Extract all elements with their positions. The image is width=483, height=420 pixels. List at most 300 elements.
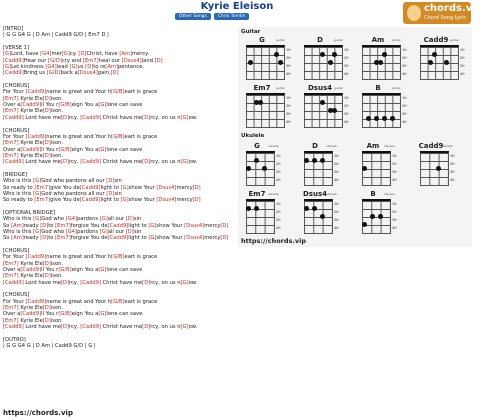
chord-marker[interactable]: [G/B] [111, 298, 125, 305]
fretboard-grid [362, 93, 401, 128]
chord-marker[interactable]: [Cadd9] [107, 222, 129, 229]
fret-label: 3fr [402, 112, 407, 116]
chord-marker[interactable]: [D] [125, 229, 134, 235]
chord-marker[interactable]: [Dsus4] [156, 184, 177, 191]
chord-marker[interactable]: [Dsus4] [184, 235, 205, 242]
instrument-label: guitar [276, 38, 285, 42]
footer-url[interactable]: https://chords.vip [3, 409, 73, 417]
chord-marker[interactable]: [D] [142, 279, 151, 286]
lyric-text: rcy, [69, 114, 81, 121]
chord-marker[interactable]: [D] [60, 114, 70, 121]
chord-marker[interactable]: [Dsus4] [184, 222, 205, 229]
lyrics-block [3, 26, 235, 350]
chord-marker[interactable]: [Em7] [3, 152, 19, 159]
chord-name: G [254, 142, 260, 150]
chord-marker[interactable]: [D] [42, 273, 51, 280]
fret-label: 1fr [334, 154, 339, 158]
chord-marker[interactable]: [Dsus4] [121, 57, 142, 64]
fret-label: 1fr [286, 96, 291, 100]
chord-marker[interactable]: [Cadd9] [79, 197, 101, 204]
lyric-text: Hear our [23, 57, 49, 64]
finger-dot [370, 214, 375, 219]
lyric-text: sin [114, 178, 122, 185]
lyric-text: For Your [3, 298, 26, 305]
chord-marker[interactable]: [G] [99, 216, 108, 223]
lyric-text: ison. [50, 273, 64, 280]
chord-marker[interactable]: [Em7] [3, 108, 19, 115]
lyric-text: rcy, on us n [150, 114, 181, 121]
logo-text: chords.vip [424, 3, 483, 14]
lyric-text: rcy, on us n [150, 324, 181, 331]
finger-dot [428, 60, 433, 65]
finger-dot [246, 206, 251, 211]
fret-numbers [344, 46, 349, 78]
fret-label: 3fr [392, 170, 397, 174]
finger-dot [320, 52, 325, 57]
lyric-text: Who is this [3, 178, 34, 185]
instrument-label: ukulele [384, 192, 395, 196]
lyric-text: pardons [77, 229, 100, 235]
chord-marker[interactable]: [G4] [45, 64, 57, 71]
chord-marker[interactable]: [D] [125, 216, 134, 223]
lyric-text: eign You a [71, 267, 99, 274]
lyric-text: light to [128, 235, 149, 242]
finger-dot [320, 100, 325, 105]
chord-marker[interactable]: [G/B] [111, 89, 125, 96]
tag-other-songs[interactable]: Other Songs [175, 13, 211, 20]
chord-marker[interactable]: [G] [3, 64, 12, 71]
finger-dot [274, 52, 279, 57]
lyric-text: eign You a [71, 311, 99, 318]
chord-marker[interactable]: [Cadd9] [79, 184, 101, 191]
chord-marker[interactable]: [G] [33, 216, 42, 223]
lyric-text: [OUTRO] [3, 336, 26, 343]
chord-marker[interactable]: [Cadd9] [80, 114, 102, 121]
tag-list [175, 13, 249, 20]
chord-marker[interactable]: [Cadd9] [25, 298, 47, 305]
chord-marker[interactable]: [D] [60, 159, 70, 166]
chord-marker[interactable]: [G] [33, 229, 42, 235]
guitar-chord-diagram[interactable] [242, 37, 294, 89]
lyric-text: sin [114, 190, 122, 197]
fret-label: 4fr [286, 120, 291, 124]
lyric-text: Who is this [3, 229, 34, 235]
lyric-text: ll You r [41, 146, 59, 153]
fret-label: 2fr [460, 56, 465, 60]
chord-marker[interactable]: [D] [42, 108, 51, 115]
lyric-text: So [3, 222, 12, 229]
fret-label: 2fr [344, 104, 349, 108]
chord-marker[interactable]: [Cadd9] [20, 146, 42, 153]
fret-label: 3fr [460, 64, 465, 68]
lyric-text: [OPTIONAL BRIDGE] [3, 209, 55, 216]
lyric-text: rcy, [69, 159, 81, 166]
fret-label: 1fr [460, 48, 465, 52]
chord-marker[interactable]: [G/B] [111, 254, 125, 261]
lyric-text: give You de [50, 197, 80, 204]
fret-label: 1fr [402, 96, 407, 100]
chord-marker[interactable]: [Em7] [34, 184, 51, 191]
chord-marker[interactable]: [G] [180, 324, 189, 331]
chord-marker[interactable]: [D] [42, 95, 51, 102]
chord-marker[interactable]: [D] [106, 190, 115, 197]
lyric-text: ison. [50, 140, 64, 147]
lyric-text: to [48, 222, 56, 229]
chord-marker[interactable]: [Em7] [55, 235, 71, 242]
chord-marker[interactable]: [G] [69, 64, 78, 71]
chord-marker[interactable]: [Cadd9] [20, 311, 42, 318]
fret-label: 1fr [392, 154, 397, 158]
chord-marker[interactable]: [Cadd9] [25, 89, 47, 96]
chord-marker[interactable]: [Am] [119, 51, 132, 58]
chord-marker[interactable]: [G/B] [58, 102, 72, 109]
guitar-chord-diagram[interactable] [416, 37, 468, 89]
chord-marker[interactable]: [Em7] [3, 140, 19, 147]
fret-label: 3fr [402, 64, 407, 68]
lyric-text: For Your [3, 254, 26, 261]
lyric-text: Kyrie Ele [18, 273, 43, 280]
chord-name: Dsus4 [308, 84, 332, 92]
lyric-text: eign You a [71, 102, 99, 109]
chord-marker[interactable]: [D] [142, 159, 151, 166]
chord-marker[interactable]: [Am] [105, 64, 118, 71]
chord-marker[interactable]: [D] [42, 140, 51, 147]
chord-marker[interactable]: [D] [42, 305, 51, 312]
fret-numbers [334, 200, 339, 232]
finger-dot [432, 52, 437, 57]
chord-marker[interactable]: [G] [61, 51, 70, 58]
chord-marker[interactable]: [D] [154, 57, 163, 64]
finger-dot [246, 166, 251, 171]
chord-marker[interactable]: [Dsus4] [156, 197, 177, 204]
guitar-section-title: Guitar [241, 29, 261, 35]
fret-label: 1fr [392, 202, 397, 206]
fretboard-grid [420, 151, 449, 186]
chord-marker[interactable]: [G] [120, 197, 129, 204]
lyric-text: Christ have me [101, 279, 143, 286]
chord-marker[interactable]: [Cadd9] [80, 159, 102, 166]
ukulele-chord-diagram[interactable] [416, 143, 468, 195]
finger-dot [378, 60, 383, 65]
lyric-text: [CHORUS] [3, 248, 30, 255]
chord-name: Cadd9 [423, 36, 449, 44]
ukulele-section-title: Ukulele [241, 133, 265, 139]
finger-dot [382, 116, 387, 121]
chord-marker[interactable]: [D] [42, 152, 51, 159]
fret-label: 4fr [344, 120, 349, 124]
chord-marker[interactable]: [Em7] [3, 260, 19, 267]
fretboard-grid [420, 45, 459, 80]
lyric-text: mercy [176, 184, 193, 191]
fret-label: 4fr [286, 72, 291, 76]
fret-label: 2fr [344, 56, 349, 60]
finger-dot [390, 116, 395, 121]
panel-url[interactable]: https://chords.vip [241, 237, 306, 245]
lyric-text: Christ have me [101, 114, 143, 121]
lyric-text: us [77, 64, 86, 71]
lyric-text: God who [41, 229, 66, 235]
chord-marker[interactable]: [Cadd9] [3, 159, 24, 166]
song-title: Kyrie Eleison [200, 1, 274, 12]
lyric-text: Lord have me [23, 324, 61, 331]
chord-name: Am [371, 36, 385, 44]
chord-marker[interactable]: [D] [220, 235, 229, 242]
chord-marker[interactable]: [D] [78, 51, 87, 58]
fretboard-grid [304, 45, 343, 80]
lyric-text: [INTRO] [3, 26, 24, 32]
lyric-text: land. [141, 57, 155, 64]
fret-numbers [460, 46, 465, 78]
fretboard-grid [362, 199, 391, 234]
chord-marker[interactable]: [Cadd9] [25, 254, 47, 261]
finger-dot [304, 158, 309, 163]
lyric-text: forgive You de [70, 235, 108, 242]
chord-marker[interactable]: [Em7] [3, 317, 19, 324]
finger-dot [374, 116, 379, 121]
lyric-text: name is great and Your h [46, 89, 112, 96]
lyric-text: rcy, on us n [150, 159, 181, 166]
chord-marker[interactable]: [D] [85, 64, 94, 71]
lyric-text: cy. [69, 51, 79, 58]
lyric-text: pentance. [117, 64, 144, 71]
fret-label: 3fr [286, 112, 291, 116]
lyric-text: rcy, [69, 279, 81, 286]
chord-marker[interactable]: [Cadd9] [3, 70, 24, 77]
lyric-text: eart is grace [124, 133, 158, 140]
chord-marker[interactable]: [G] [98, 311, 107, 318]
fret-label: 4fr [450, 178, 455, 182]
lyric-text: Over a [3, 311, 21, 318]
lyric-text: [CHORUS] [3, 127, 30, 134]
chord-marker[interactable]: [D] [42, 317, 51, 324]
chord-marker[interactable]: [G/D] [46, 70, 61, 77]
chord-marker[interactable]: [D] [106, 178, 115, 185]
lyric-text: forgive You de [70, 222, 108, 229]
chord-marker[interactable]: [G4] [40, 51, 52, 58]
fret-label: 4fr [460, 72, 465, 76]
chord-marker[interactable]: [Cadd9] [3, 279, 24, 286]
ukulele-chord-diagram[interactable] [242, 191, 294, 243]
chord-marker[interactable]: [Em7] [3, 273, 19, 280]
chord-marker[interactable]: [G/B] [58, 267, 72, 274]
lyric-text: Over a [3, 267, 21, 274]
chord-marker[interactable]: [G] [148, 235, 157, 242]
ukulele-chord-diagram[interactable] [358, 191, 410, 243]
lyric-text: [CHORUS] [3, 83, 30, 90]
fret-label: 1fr [286, 48, 291, 52]
lyric-text: light to [128, 222, 149, 229]
chord-name: D [317, 36, 323, 44]
lyric-text: rcy, [69, 324, 81, 331]
instrument-label: guitar [276, 86, 285, 90]
chord-marker[interactable]: [Em7] [3, 95, 19, 102]
chord-marker[interactable]: [G] [180, 159, 189, 166]
chord-marker[interactable]: [D] [60, 279, 70, 286]
fret-label: 3fr [334, 170, 339, 174]
chord-marker[interactable]: [Am] [11, 235, 24, 242]
lyric-text: So ready to [3, 184, 35, 191]
lyric-text: ison. [50, 260, 64, 267]
lyric-text: ison. [50, 108, 64, 115]
chord-marker[interactable]: [Am] [11, 222, 24, 229]
chord-marker[interactable]: [Em7] [34, 197, 51, 204]
ukulele-chord-diagram[interactable] [242, 143, 294, 195]
chord-marker[interactable]: [G] [99, 229, 108, 235]
ukulele-chord-diagram[interactable] [358, 143, 410, 195]
chord-marker[interactable]: [G] [33, 190, 42, 197]
fret-label: 4fr [344, 72, 349, 76]
fret-label: 3fr [276, 170, 281, 174]
chord-marker[interactable]: [G] [98, 267, 107, 274]
chord-marker[interactable]: [Cadd9] [3, 114, 24, 121]
lyric-text: Kyrie Ele [18, 260, 43, 267]
lyric-text: God who pardons all our [41, 178, 107, 185]
chord-marker[interactable]: [Cadd9] [3, 324, 24, 331]
chord-marker[interactable]: [Em7] [55, 222, 71, 229]
chord-marker[interactable]: [G4] [65, 216, 78, 223]
chord-marker[interactable]: [D] [192, 184, 201, 191]
fret-label: 4fr [276, 226, 281, 230]
guitar-chord-diagram[interactable] [300, 85, 352, 137]
guitar-chord-diagram[interactable] [300, 37, 352, 89]
lyric-text: eart is grace [124, 254, 158, 261]
instrument-label: guitar [334, 38, 343, 42]
chord-name: G [259, 36, 265, 44]
guitar-chord-diagram[interactable] [358, 37, 410, 89]
fret-label: 1fr [344, 96, 349, 100]
lyric-text: light to [100, 197, 121, 204]
chord-marker[interactable]: [G/B] [111, 133, 125, 140]
chord-marker[interactable]: [Cadd9] [20, 267, 42, 274]
chord-marker[interactable]: [D] [220, 222, 229, 229]
chord-marker[interactable]: [D] [40, 222, 49, 229]
instrument-label: guitar [392, 86, 401, 90]
chord-marker[interactable]: [D] [40, 235, 49, 242]
instrument-label: ukulele [268, 144, 279, 148]
lyric-text: show Your [156, 222, 185, 229]
chord-marker[interactable]: [D] [142, 114, 151, 121]
lyric-text: For Your [3, 133, 26, 140]
lyric-line [3, 235, 235, 241]
lyric-text: ready [23, 222, 41, 229]
finger-dot [332, 108, 337, 113]
chord-marker[interactable]: [Cadd9] [20, 102, 42, 109]
chord-marker[interactable]: [G] [98, 102, 107, 109]
chord-marker[interactable]: [Em7] [3, 305, 19, 312]
chord-name: Em7 [248, 190, 266, 198]
lyric-text: all our [107, 216, 126, 223]
guitar-chord-diagram[interactable] [358, 85, 410, 137]
fretboard-grid [246, 45, 285, 80]
chord-marker[interactable]: [G] [180, 279, 189, 286]
fretboard-grid [304, 199, 333, 234]
finger-dot [320, 214, 325, 219]
instrument-label: ukulele [326, 144, 337, 148]
chord-marker[interactable]: [G/B] [58, 146, 72, 153]
chord-marker[interactable]: [G] [180, 114, 189, 121]
ukulele-chord-diagram[interactable] [300, 191, 352, 243]
lyric-text: ow. [188, 159, 198, 166]
chord-marker[interactable]: [Cadd9] [80, 324, 102, 331]
lyric-text: eart is grace [124, 89, 158, 96]
lyric-text: Who is this [3, 216, 34, 223]
lyric-text: name is great and Your h [46, 298, 112, 305]
guitar-chord-diagram[interactable] [242, 85, 294, 137]
lyric-text: So ready to [3, 197, 35, 204]
chord-marker[interactable]: [D] [192, 197, 201, 204]
chord-marker[interactable]: [Cadd9] [107, 235, 129, 242]
instrument-label: ukulele [384, 144, 395, 148]
fretboard-grid [304, 151, 333, 186]
chord-marker[interactable]: [D] [110, 70, 119, 77]
chord-marker[interactable]: [G] [148, 222, 157, 229]
lyric-text: lone can save [106, 146, 143, 153]
chord-marker[interactable]: [D] [42, 260, 51, 267]
lyric-text: Bring us [23, 70, 47, 77]
chord-name: Dsus4 [303, 190, 327, 198]
finger-dot [258, 100, 263, 105]
lyric-text: give You de [50, 184, 80, 191]
lyric-line [3, 197, 235, 203]
fret-label: 2fr [286, 104, 291, 108]
chord-marker[interactable]: [G4] [65, 229, 78, 235]
chord-marker[interactable]: [G] [98, 146, 107, 153]
tag-artist[interactable]: Chris Tomlin [214, 13, 249, 20]
finger-dot [312, 206, 317, 211]
chord-marker[interactable]: [D] [142, 324, 151, 331]
lyric-text: For Your [3, 89, 26, 96]
lyric-text: sin [133, 229, 142, 235]
instrument-label: guitar [392, 38, 401, 42]
chord-marker[interactable]: [Cadd9] [80, 279, 102, 286]
instrument-label: guitar [334, 86, 343, 90]
fretboard-grid [246, 93, 285, 128]
fret-label: 3fr [344, 112, 349, 116]
fret-label: 2fr [334, 162, 339, 166]
lyric-text: pardons [77, 216, 100, 223]
lyric-text: eign You a [71, 146, 99, 153]
fret-label: 3fr [344, 64, 349, 68]
lyric-text: lone can save [106, 102, 143, 109]
fret-label: 4fr [276, 178, 281, 182]
fret-label: 3fr [286, 64, 291, 68]
chord-marker[interactable]: [Cadd9] [3, 57, 24, 64]
lyric-text: ison. [50, 152, 64, 159]
chord-name: D [312, 142, 318, 150]
chord-marker[interactable]: [G] [33, 178, 42, 185]
chord-name: B [370, 190, 376, 198]
fret-numbers [276, 200, 281, 232]
site-logo[interactable] [403, 2, 483, 24]
lyric-text: Lord, have [11, 51, 41, 58]
fret-label: 2fr [402, 104, 407, 108]
lyric-text: mercy [176, 197, 193, 204]
chord-marker[interactable]: [Cadd9] [25, 133, 47, 140]
ukulele-chord-diagram[interactable] [300, 143, 352, 195]
chord-marker[interactable]: [Em7] [82, 57, 99, 64]
chord-marker[interactable]: [G] [120, 184, 129, 191]
chord-marker[interactable]: [G/D] [48, 57, 62, 64]
lyric-text: name is great and Your h [46, 133, 112, 140]
chord-marker[interactable]: [Dsus4] [77, 70, 98, 77]
finger-dot [332, 52, 337, 57]
fret-label: 4fr [334, 226, 339, 230]
chord-marker[interactable]: [G/B] [58, 311, 72, 318]
chord-marker[interactable]: [G] [3, 51, 12, 58]
lyric-text: Kyrie Ele [18, 317, 43, 324]
chord-marker[interactable]: [D] [60, 324, 70, 331]
finger-dot [378, 214, 383, 219]
